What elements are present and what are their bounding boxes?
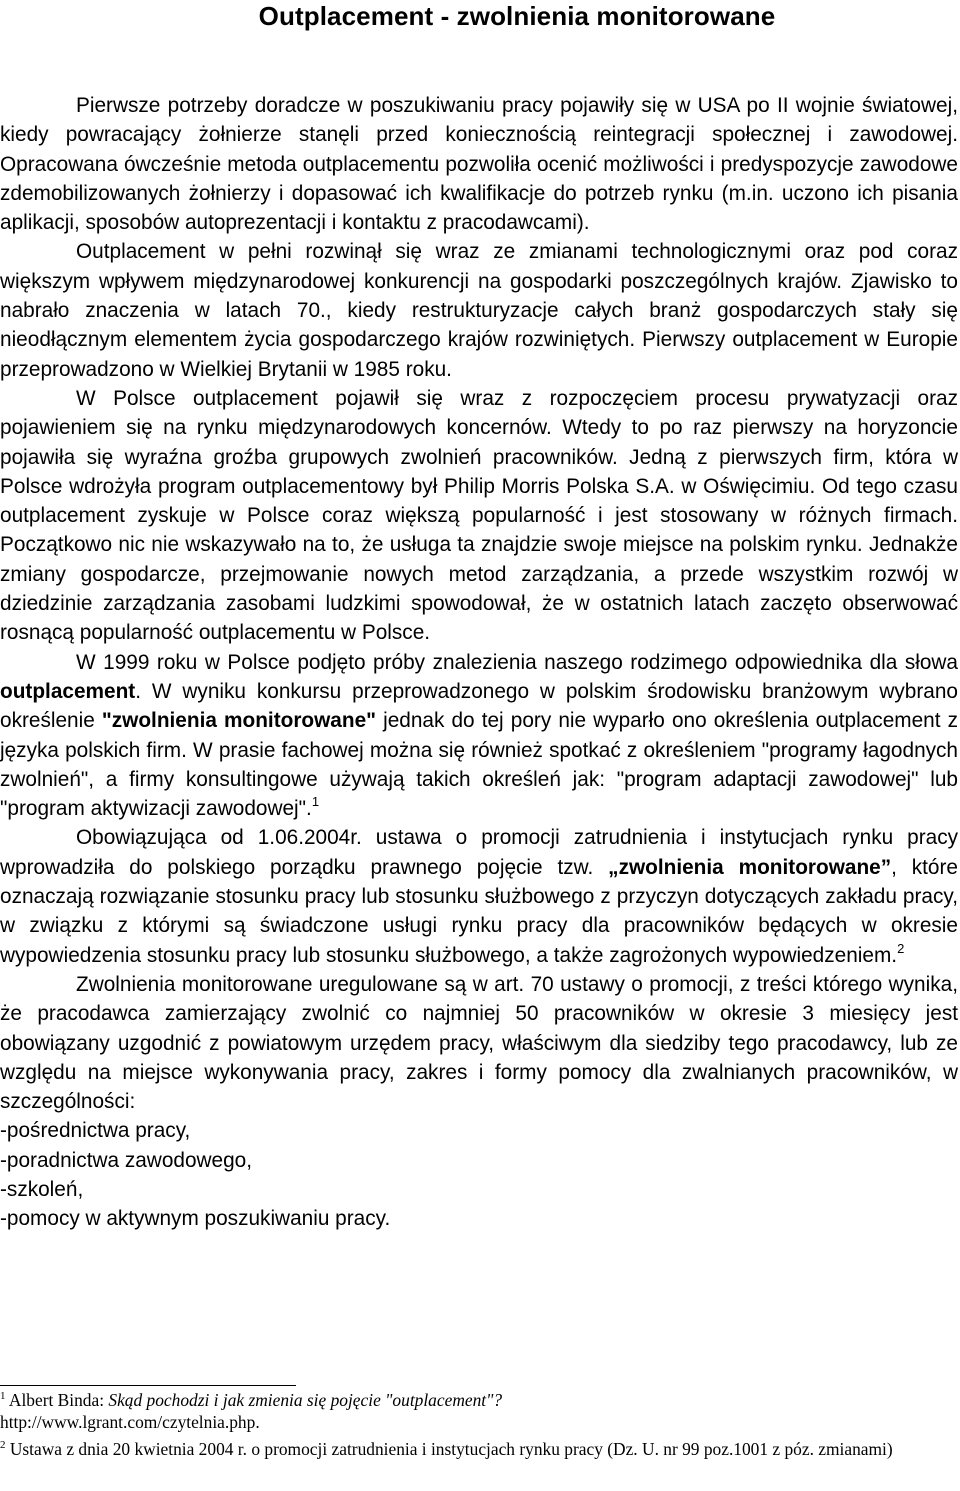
text-run: W 1999 roku w Polsce podjęto próby znalezienia naszego rodzimego odpowiednika dla słowa <box>76 650 958 674</box>
footnotes <box>0 1390 958 1461</box>
term-zwolnienia-monitorowane-quoted: „zwolnienia monitorowane” <box>608 855 892 879</box>
list-item: -szkoleń, <box>0 1177 84 1201</box>
term-outplacement: outplacement <box>0 679 136 703</box>
footnote-text: Albert Binda: <box>5 1390 109 1410</box>
text-run: , które oznaczają rozwiązanie stosunku pracy lub stosunku służbowego z przyczyn dotyczących zakładu pracy, w związku z którymi są świadczone usługi rynku pracy dla pracowników będących w okresie wypowiedzenia stosunku pracy lub stosunku służbowego, a także zagrożonych wypowiedzeniem. <box>0 855 958 967</box>
footnote-ref-1: 1 <box>311 794 320 810</box>
term-zwolnienia-monitorowane: "zwolnienia monitorowane" <box>101 709 376 733</box>
paragraph-history: Pierwsze potrzeby doradcze w poszukiwaniu pracy pojawiły się w USA po II wojnie światowej, kiedy powracający żołnierze stanęli przed koniecznością reintegracji społecznej i zawodowej. Opracowana ówcześnie metoda outplacementu pozwoliła ocenić możliwości i predyspozycje zawodowe zdemobilizowanych żołnierzy i dopasować ich kwalifikacje do potrzeb rynku (m.in. uczono ich pisania aplikacji, sposobów autoprezentacji i kontaktu z pracodawcami). <box>0 94 958 235</box>
footnote-1-url[interactable]: http://www.lgrant.com/czytelnia.php. <box>0 1411 260 1432</box>
footnote-number: 1 <box>0 1390 6 1402</box>
footnote-source-title: Skąd pochodzi i jak zmienia się pojęcie "outplacement"? <box>108 1390 503 1410</box>
document-title: Outplacement - zwolnienia monitorowane <box>258 1 776 31</box>
footnote-number: 2 <box>0 1439 6 1451</box>
paragraph-poland: W Polsce outplacement pojawił się wraz z rozpoczęciem procesu prywatyzacji oraz pojawieniem się na rynku międzynarodowych koncernów. Wtedy to po raz pierwszy na horyzoncie pojawiła się wyraźna groźba grupowych zwolnień pracowników. Jedną z pierwszych firm, która w Polsce wdrożyła program outplacementowy był Philip Morris Polska S.A. w Oświęcimiu. Od tego czasu outplacement zyskuje w Polsce coraz większą popularność i jest stosowany w różnych firmach. Początkowo nic nie wskazywało na to, że usługa ta znajdzie swoje miejsce na polskim rynku. Jednakże zmiany gospodarcze, przejmowanie nowych metod zarządzania, a przede wszystkim rozwój w dziedzinie zarządzania zasobami ludzkimi spowodował, że w ostatnich latach zaczęto obserwować rosnącą popularność outplacementu w Polsce. <box>0 386 958 645</box>
text-run: Obowiązująca od 1.06.2004r. ustawa o promocji zatrudnienia i instytucjach rynku pracy wprowadziła do polskiego porządku prawnego pojęcie tzw. <box>0 826 958 879</box>
text-run: jednak do tej pory nie wyparło ono określenia outplacement z języka polskich firm. W prasie fachowej można się również spotkać z określeniem "programy łagodnych zwolnień", a firmy konsultingowe używają takich określeń jak: "program adaptacji zawodowej" lub "program aktywizacji zawodowej". <box>0 709 958 821</box>
footnote-1 <box>0 1390 958 1412</box>
text-run: . W wyniku konkursu przeprowadzonego w polskim środowisku branżowym wybrano określenie <box>0 679 958 733</box>
paragraph-legal-definition <box>0 823 958 969</box>
paragraph-development: Outplacement w pełni rozwinął się wraz ze zmianami technologicznymi oraz pod coraz większym wpływem międzynarodowej konkurencji na gospodarki poszczególnych krajów. Zjawisko to nabrało znaczenia w latach 70., kiedy restrukturyzacje całych branż gospodarczych stały się nieodłącznym elementem życia gospodarczego krajów rozwiniętych. Pierwszy outplacement w Europie przeprowadzono w Wielkiej Brytanii w 1985 roku. <box>0 240 958 381</box>
paragraph-terminology <box>0 648 958 824</box>
list-item: -pomocy w aktywnym poszukiwaniu pracy. <box>0 1207 391 1231</box>
assistance-list <box>0 1116 958 1233</box>
list-item: -pośrednictwa pracy, <box>0 1119 191 1143</box>
document-body <box>0 91 958 1234</box>
footnote-ref-2: 2 <box>897 940 905 956</box>
footnote-2 <box>0 1439 958 1461</box>
footnote-text: Ustawa z dnia 20 kwietnia 2004 r. o promocji zatrudnienia i instytucjach rynku pracy (Dz. U. nr 99 poz.1001 z póz. zmianami) <box>5 1439 893 1459</box>
list-item: -poradnictwa zawodowego, <box>0 1148 253 1172</box>
paragraph-article-70: Zwolnienia monitorowane uregulowane są w art. 70 ustawy o promocji, z treści którego wynika, że pracodawca zamierzający zwolnić co najmniej 50 pracowników w okresie 3 miesięcy jest obowiązany uzgodnić z powiatowym urzędem pracy, właściwym dla siedziby tego pracodawcy, lub ze względu na miejsce wykonywania pracy, zakres i formy pomocy dla zwalnianych pracowników, w szczególności: <box>0 972 958 1114</box>
footnote-separator <box>0 1385 296 1386</box>
